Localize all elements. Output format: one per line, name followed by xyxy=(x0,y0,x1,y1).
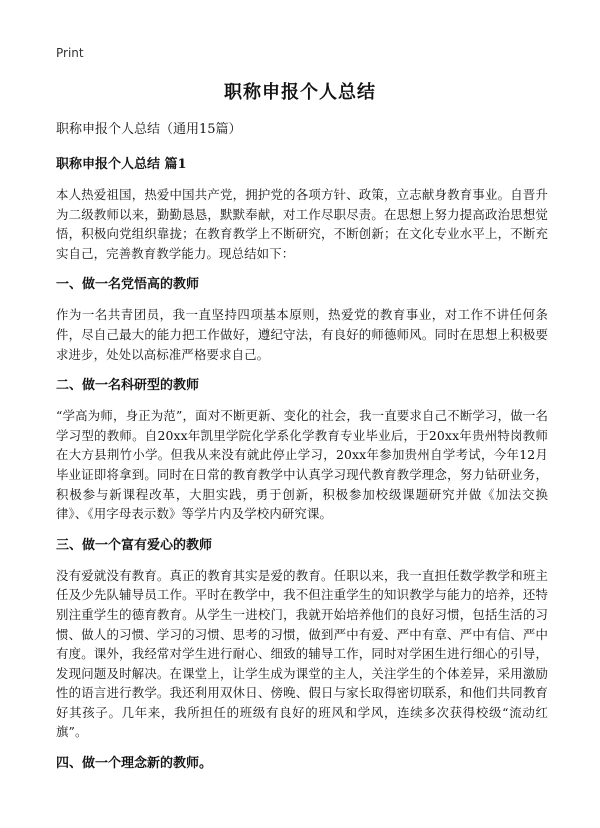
section-paragraph-3: 没有爱就没有教育。真正的教育其实是爱的教育。任职以来，我一直担任数学教学和班主任及少先队辅导员工作。平时在教学中，我不但注重学生的知识教学与能力的培养，还特别注重学生的德育教育。从学生一进校门，我就开始培养他们的良好习惯，包括生活的习惯、做人的习惯、学习的习惯、思考的习惯，做到严中有爱、严中有章、严中有信、严中有度。课外，我经常对学生进行耐心、细致的辅导工作，同时对学困生进行细心的引导，发现问题及时解决。在课堂上，让学生成为课堂的主人，关注学生的个体差异，采用激励性的语言进行教学。我还利用双休日、傍晚、假日与家长取得密切联系，和他们共同教育好其孩子。几年来，我所担任的班级有良好的班风和学风，连续多次获得校级“流动红旗”。 xyxy=(56,567,548,740)
section-heading-3: 三、做一个富有爱心的教师 xyxy=(56,537,213,553)
article-heading: 职称申报个人总结 篇1 xyxy=(56,157,187,172)
section-paragraph-2: “学高为师，身正为范”，面对不断更新、变化的社会，我一直要求自己不断学习，做一名学习型的教师。自20xx年凯里学院化学系化学教育专业毕业后，于20xx年贵州特岗教师在大方县荆竹小学。但我从来没有就此停止学习，20xx年参加贵州自学考试，今年12月毕业证即将拿到。同时在日常的教育教学中认真学习现代教育教学理念，努力钻研业务，积极参与新课程改革，大胆实践，勇于创新，积极参加校级课题研究并做《加法交换律》、《用字母表示数》等学片内及学校内研究课。 xyxy=(56,408,548,522)
section-heading-2: 二、做一名科研型的教师 xyxy=(56,378,200,394)
article-content xyxy=(56,120,548,784)
print-link[interactable]: Print xyxy=(56,46,84,60)
article-subtitle: 职称申报个人总结（通用15篇） xyxy=(56,122,242,137)
section-paragraph-1: 作为一名共青团员，我一直坚持四项基本原则，热爱党的教育事业，对工作不讲任何条件，尽自己最大的能力把工作做好，遵纪守法，有良好的师德师风。同时在思想上积极要求进步，处处以高标准严格要求自己。 xyxy=(56,307,548,362)
intro-paragraph: 本人热爱祖国，热爱中国共产党，拥护党的各项方针、政策，立志献身教育事业。自晋升为二级教师以来，勤勤恳恳，默默奉献，对工作尽职尽责。在思想上努力提高政治思想觉悟，积极向党组织靠拢；在教育教学上不断研究，不断创新；在文化专业水平上，不断充实自己，完善教育教学能力。现总结如下： xyxy=(56,187,548,261)
page-title: 职称申报个人总结 xyxy=(224,82,376,103)
section-heading-4: 四、做一个理念新的教师。 xyxy=(56,756,213,772)
section-heading-1: 一、做一名党悟高的教师 xyxy=(56,277,200,293)
